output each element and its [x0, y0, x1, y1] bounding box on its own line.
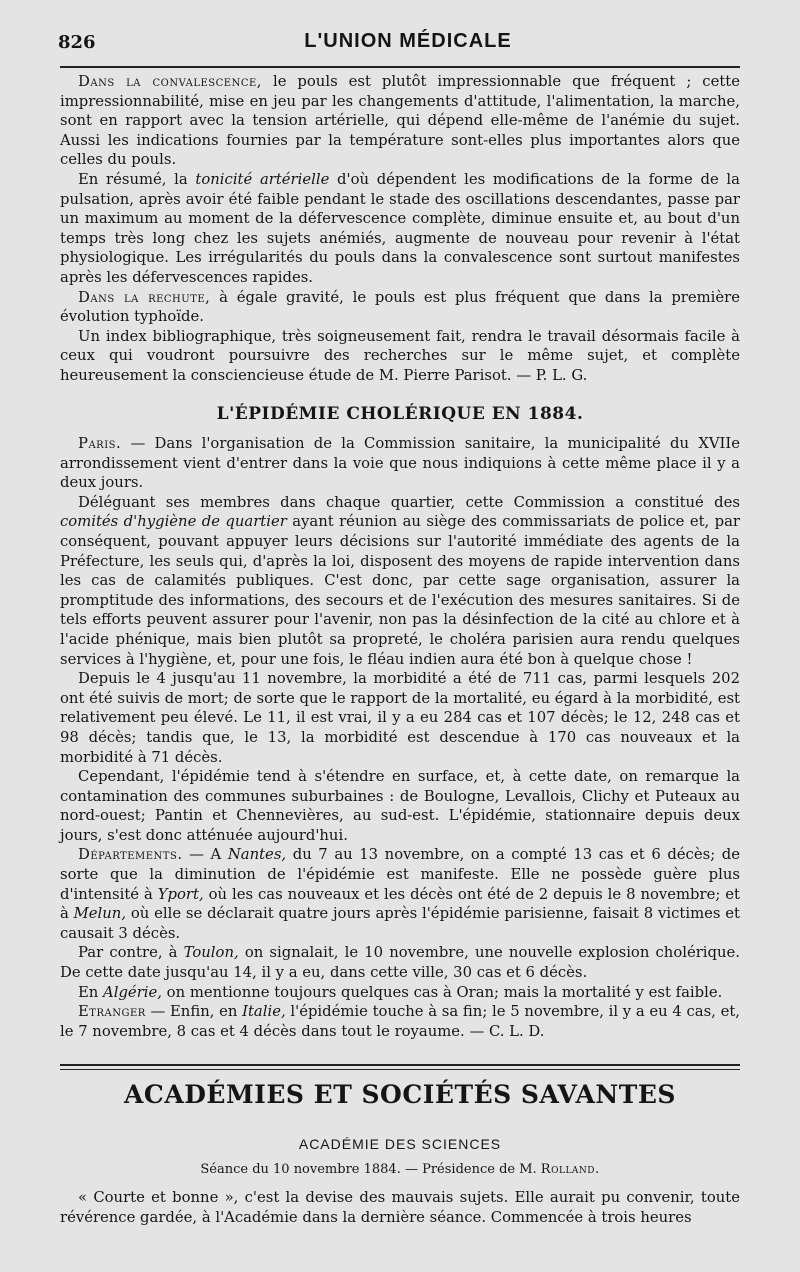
toulon-paragraph	[60, 943, 740, 982]
paragraph-text: du 7 au 13 novembre, on a compté 13 cas et 6 décès; de sorte que la diminution de l'épidémie est manifeste. Elle ne possède guère plus d'intensité à	[60, 846, 740, 903]
paragraph-lead: Dans la convalescence,	[78, 73, 262, 90]
emphasis: comités d'hygiène de quartier	[60, 513, 287, 531]
academy-report	[60, 1188, 740, 1227]
page-number: 826	[58, 32, 96, 53]
report-paragraph: « Courte et bonne », c'est la devise des mauvais sujets. Elle aurait pu convenir, toute révérence gardée, à l'Académie dans la dernière séance. Commencée à trois heures	[60, 1189, 740, 1226]
paragraph-text: — Dans l'organisation de la Commission sanitaire, la municipalité du XVIIe arrondissement vient d'entrer dans la voie que nous indiquions à cette même place il y a deux jours.	[60, 435, 740, 492]
paragraph-lead: Dans la rechute,	[78, 288, 211, 306]
paragraph-text: d'où dépendent les modifications de la forme de la pulsation, après avoir été faible pendant le stade des oscillations descendantes, passe par un maximum au moment de la défervescence complète, diminue ensuite et, au bout d'un temps très long chez les sujets anémiés, augmente de nouveau pour revenir à l'état physiologique. Les irrégularités du pouls dans la convalescence sont surtout manifestes après les défervescences rapides.	[60, 170, 740, 286]
algeria-paragraph	[60, 983, 740, 1003]
paragraph-text: on signalait, le 10 novembre, une nouvelle explosion cholérique. De cette date jusqu'au 14, il y a eu, dans cette ville, 30 cas et 6 décès.	[60, 944, 740, 982]
emphasis: Algérie,	[103, 983, 162, 1001]
section-double-rule-bottom	[60, 1069, 740, 1070]
emphasis: tonicité artérielle	[195, 170, 330, 188]
paragraph-lead: Départements.	[78, 846, 183, 864]
academy-subtitle: ACADÉMIE DES SCIENCES	[298, 1136, 502, 1152]
foreign-paragraph	[60, 1002, 740, 1041]
paragraph-text: à égale gravité, le pouls est plus fréquent que dans la première évolution typhoïde.	[60, 288, 740, 326]
emphasis: Yport,	[157, 885, 204, 903]
meeting-line	[60, 1162, 740, 1177]
running-title: L'UNION MÉDICALE	[304, 30, 512, 52]
paragraph-text: Déléguant ses membres dans chaque quartier, cette Commission a constitué des	[78, 493, 740, 511]
emphasis: Toulon,	[183, 944, 239, 962]
departments-paragraph	[60, 845, 740, 943]
emphasis: Melun,	[73, 905, 127, 923]
spread-paragraph: Cependant, l'épidémie tend à s'étendre en surface, et, à cette date, on remarque la contamination des communes suburbaines : de Boulogne, Levallois, Clichy et Puteaux au nord-ouest; Pantin et Chennevières, au sud-est. L'épidémie, stationnaire depuis deux jours, s'est donc atténuée aujourd'hui.	[60, 768, 740, 844]
paragraph-text: où elle se déclarait quatre jours après l'épidémie parisienne, faisait 8 victimes et causait 3 décès.	[60, 905, 740, 942]
epidemic-section	[60, 434, 740, 1041]
bibliography-paragraph: Un index bibliographique, très soigneusement fait, rendra le travail désormais facile à ceux qui voudront poursuivre des recherches sur le même sujet, et complète heureusement la consciencieuse étude de M. Pierre Parisot. — P. L. G.	[60, 327, 740, 384]
paragraph-text: on mentionne toujours quelques cas à Oran; mais la mortalité y est faible.	[161, 983, 723, 1001]
meeting-text: Séance du 10 novembre 1884. — Présidence de M.	[200, 1162, 541, 1177]
relapse-paragraph	[60, 288, 740, 327]
summary-paragraph	[60, 170, 740, 288]
paragraph-lead: Etranger	[78, 1003, 146, 1021]
morbidity-paragraph: Depuis le 4 jusqu'au 11 novembre, la morbidité a été de 711 cas, parmi lesquels 202 ont été suivis de mort; de sorte que le rapport de la mortalité, eu égard à la morbidité, est relativement peu élevé. Le 11, il est vrai, il y a eu 284 cas et 107 décès; le 12, 248 cas et 98 décès; tandis que, le 13, la morbidité est descendue à 170 cas nouveaux et la morbidité à 71 décès.	[60, 670, 740, 766]
paragraph-text: — A	[182, 846, 228, 864]
section-double-rule-top	[60, 1064, 740, 1066]
paragraph-text: où les cas nouveaux et les décès ont été de 2 depuis le 8 novembre; et à	[60, 885, 740, 923]
header-rule	[60, 66, 740, 68]
president-name: Rolland.	[540, 1162, 600, 1177]
paragraph-text: — Enfin, en	[145, 1003, 243, 1021]
epidemic-section-title: L'ÉPIDÉMIE CHOLÉRIQUE EN 1884.	[216, 404, 584, 424]
paragraph-text: En	[78, 983, 104, 1001]
convalescence-section	[60, 72, 740, 386]
paris-paragraph	[60, 434, 740, 493]
committees-paragraph	[60, 493, 740, 669]
academies-section-title: ACADÉMIES ET SOCIÉTÉS SAVANTES	[124, 1080, 676, 1109]
convalescence-paragraph	[60, 72, 740, 170]
emphasis: Italie,	[242, 1003, 286, 1021]
paragraph-text: En résumé, la	[78, 170, 196, 188]
paragraph-text: l'épidémie touche à sa fin; le 5 novembre, il y a eu 4 cas, et, le 7 novembre, 8 cas et 4 décès dans tout le royaume. — C. L. D.	[60, 1003, 740, 1040]
paragraph-text: le pouls est plutôt impressionnable que fréquent ; cette impressionnabilité, mise en jeu par les changements d'attitude, l'alimentation, la marche, sont en rapport avec la tension artérielle, qui dépend elle-même de l'anémie du sujet. Aussi les indications fournies par la température sont-elles plus importantes alors que celles du pouls.	[60, 73, 740, 169]
paragraph-text: Par contre, à	[78, 944, 184, 962]
emphasis: Nantes,	[227, 846, 287, 864]
paragraph-lead: Paris.	[78, 435, 122, 452]
paragraph-text: ayant réunion au siège des commissariats de police et, par conséquent, pouvant appuyer leurs décisions sur l'autorité immédiate des agents de la Préfecture, les seuls qui, d'après la loi, disposent des moyens de rapide intervention dans les cas de calamités publiques. C'est donc, par cette sage organisation, assurer la promptitude des informations, des secours et de l'exécution des mesures sanitaires. Si de tels efforts peuvent assurer pour l'avenir, non pas la désinfection de la cité au chlore et à l'acide phénique, mais bien plutôt sa propreté, le choléra parisien aura rendu quelques services à l'hygiène, et, pour une fois, le fléau indien aura été bon à quelque chose !	[60, 513, 740, 668]
page-header	[58, 28, 758, 58]
